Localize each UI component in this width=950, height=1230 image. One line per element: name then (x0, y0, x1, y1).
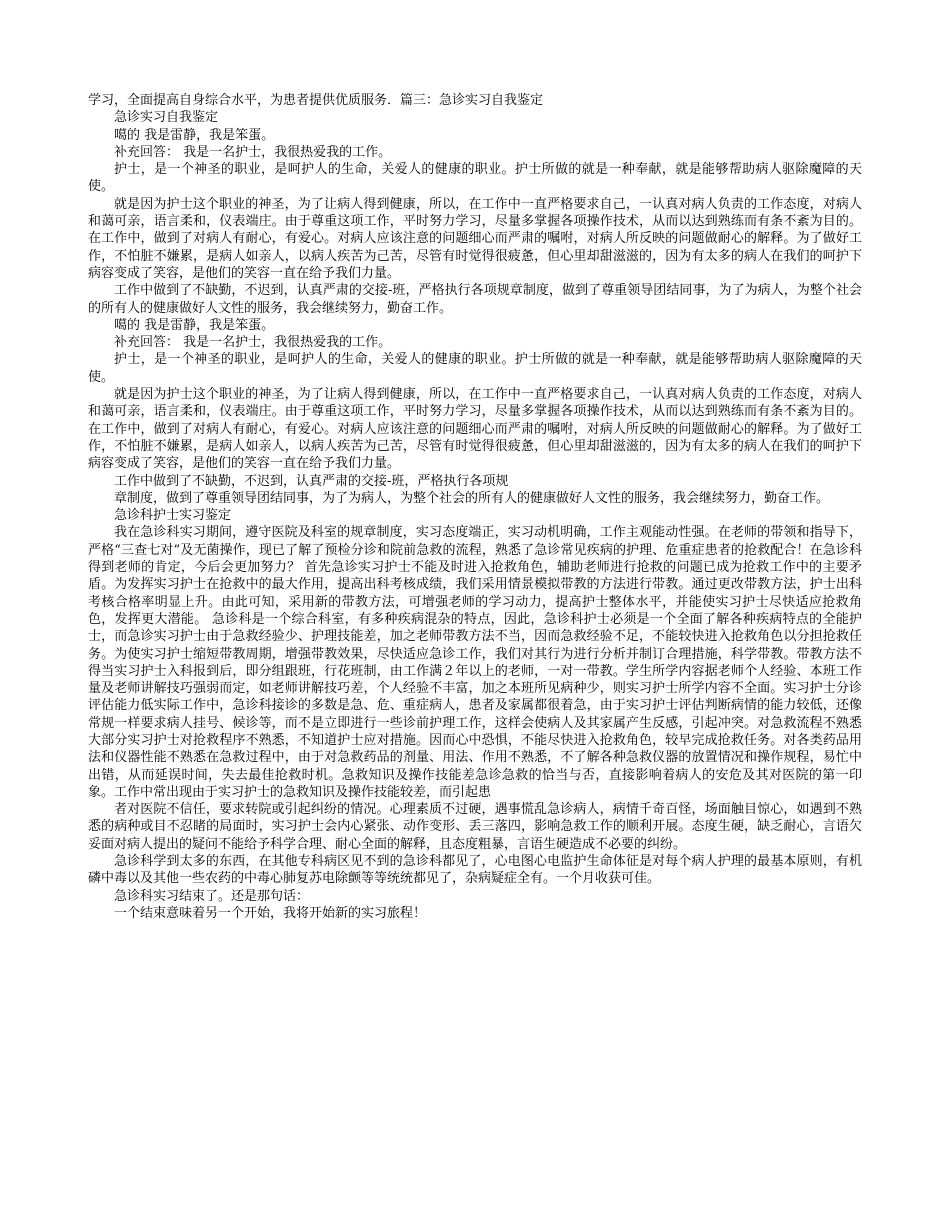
paragraph-8: 噶的 我是雷静，我是笨蛋。 (114, 317, 275, 333)
paragraph-14: 急诊科护士实习鉴定 (114, 508, 232, 524)
paragraph-11: 就是因为护士这个职业的神圣，为了让病人得到健康，所以，在工作中一直严格要求自己，一认真对病人负责的工作态度，对病人和蔼可亲，语言柔和，仪表端庄。由于尊重这项工作，平时努力学习，尽量多掌握各项操作技术，从而以达到熟练而有条不紊为目的。在工作中，做到了对病人有耐心，有爱心。对病人应该注意的问题细心而严肃的嘱咐，对病人所反映的问题做耐心的解释。为了做好工作，不怕脏不嫌累，是病人如亲人，以病人疾苦为己苦，尽管有时觉得很疲惫，但心里却甜滋滋的，因为有太多的病人在我们的呵护下病容变成了笑容，是他们的笑容一直在给予我们力量。 (88, 387, 862, 472)
paragraph-5: 护士，是一个神圣的职业，是呵护人的生命，关爱人的健康的职业。护士所做的就是一种奉献，就是能够帮助病人驱除魔障的天使。 (88, 162, 862, 195)
paragraph-13: 章制度，做到了尊重领导团结同事，为了为病人，为整个社会的所有人的健康做好人文性的服务，我会继续努力，勤奋工作。 (114, 490, 830, 506)
paragraph-2: 急诊实习自我鉴定 (114, 110, 219, 126)
paragraph-17: 急诊科学到太多的东西，在其他专科病区见不到的急诊科都见了，心电图心电监护生命体征是对每个病人护理的最基本原则，有机磷中毒以及其他一些农药的中毒心肺复苏电除颤等等统统都见了，杂病疑症全有。一个月收获可佳。 (88, 854, 862, 887)
paragraph-19: 一个结束意味着另一个开始，我将开始新的实习旅程！ (114, 905, 427, 921)
paragraph-15: 我在急诊科实习期间，遵守医院及科室的规章制度，实习态度端正，实习动机明确，工作主观能动性强。在老师的带领和指导下，严格“三查七对”及无菌操作，现已了解了预检分诊和院前急救的流程，熟悉了急诊常见疾病的护理、危重症患者的抢救配合！在急诊科得到老师的肯定，今后会更加努力？ 首先急诊实习护士不能及时进入抢救角色，辅助老师进行抢救的问题已成为抢救工作中的主要矛盾。为发挥实习护士在抢救中的最大作用，提高出科考核成绩，我们采用情景模拟带教的方法进行带教。通过更改带教方法，护士出科考核合格率明显上升。由此可知，采用新的带教方法，可增强老师的学习动力，提高护士整体水平，并能使实习护士尽快适应抢救角色，发挥更大潜能。 急诊科是一个综合科室，有多种疾病混杂的特点，因此，急诊科护士必须是一个全面了解各种疾病特点的全能护士，而急诊实习护士由于急救经验少、护理技能差，加之老师带教方法不当，因而急救经验不足，不能较快进入抢救角色以分担抢救任务。为使实习护士缩短带教周期，增强带教效果，尽快适应急诊工作，我们对其行为进行分析并制订合理措施，科学带教。带教方法不得当实习护士入科报到后，即分组跟班，行花班制，由工作满２年以上的老师，一对一带教。学生所学内容据老师个人经验、本班工作量及老师讲解技巧强弱而定，如老师讲解技巧差，个人经验不丰富，加之本班所见病种少，则实习护士所学内容不全面。实习护士分诊评估能力低实际工作中，急诊科接诊的多数是急、危、重症病人，患者及家属都很着急，由于实习护士评估判断病情的能力较低，还像常规一样要求病人挂号、候诊等，而不是立即进行一些诊前护理工作，这样会使病人及其家属产生反感，引起冲突。对急救流程不熟悉大部分实习护士对抢救程序不熟悉，不知道护士应对措施。因而心中恐惧，不能尽快进入抢救角色，较早完成抢救任务。对各类药品用法和仪器性能不熟悉在急救过程中，由于对急救药品的剂量、用法、作用不熟悉，不了解各种急救仪器的放置情况和操作规程，易忙中出错，从而延误时间，失去最佳抢救时机。急救知识及操作技能差急诊急救的恰当与否，直接影响着病人的安危及其对医院的第一印象。工作中常出现由于实习护士的急救知识及操作技能较差，而引起患 (88, 525, 862, 800)
paragraph-6: 就是因为护士这个职业的神圣，为了让病人得到健康，所以，在工作中一直严格要求自己，一认真对病人负责的工作态度，对病人和蔼可亲，语言柔和，仪表端庄。由于尊重这项工作，平时努力学习，尽量多掌握各项操作技术，从而以达到熟练而有条不紊为目的。在工作中，做到了对病人有耐心，有爱心。对病人应该注意的问题细心而严肃的嘱咐，对病人所反映的问题做耐心的解释。为了做好工作，不怕脏不嫌累，是病人如亲人，以病人疾苦为己苦，尽管有时觉得很疲惫，但心里却甜滋滋的，因为有太多的病人在我们的呵护下病容变成了笑容，是他们的笑容一直在给予我们力量。 (88, 196, 862, 281)
paragraph-1: 学习，全面提高自身综合水平，为患者提供优质服务．篇三：急诊实习自我鉴定 (88, 93, 544, 108)
paragraph-18: 急诊科实习结束了。还是那句话： (114, 888, 310, 904)
paragraph-16: 者对医院不信任，要求转院或引起纠纷的情况。心理素质不过硬，遇事慌乱急诊病人，病情千奇百怪，场面触目惊心，如遇到不熟悉的病种或目不忍睹的局面时，实习护士会内心紧张、动作变形、丢三落四，影响急救工作的顺利开展。态度生硬，缺乏耐心，言语欠妥面对病人提出的疑问不能给予科学合理、耐心全面的解释，且态度粗暴，言语生硬造成不必要的纠纷。 (88, 802, 862, 852)
paragraph-10: 护士，是一个神圣的职业，是呵护人的生命，关爱人的健康的职业。护士所做的就是一种奉献，就是能够帮助病人驱除魔障的天使。 (88, 352, 862, 385)
paragraph-3: 噶的 我是雷静，我是笨蛋。 (114, 127, 275, 143)
paragraph-12: 工作中做到了不缺勤，不迟到，认真严肃的交接-班，严格执行各项规 (114, 473, 509, 489)
paragraph-9: 补充回答： 我是一名护士，我很热爱我的工作。 (114, 335, 392, 351)
paragraph-7: 工作中做到了不缺勤，不迟到，认真严肃的交接-班，严格执行各项规章制度，做到了尊重领导团结同事，为了为病人，为整个社会的所有人的健康做好人文性的服务，我会继续努力，勤奋工作。 (88, 283, 862, 316)
paragraph-4: 补充回答： 我是一名护士，我很热爱我的工作。 (114, 144, 392, 160)
